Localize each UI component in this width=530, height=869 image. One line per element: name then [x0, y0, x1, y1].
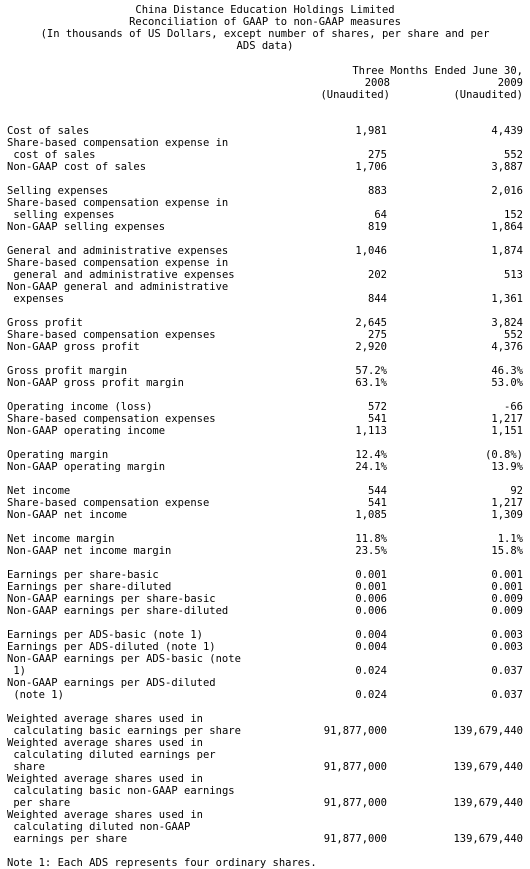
value-2008: 2,920 [355, 341, 387, 353]
table-row [0, 137, 530, 161]
row-label: Share-based compensation expense [7, 497, 210, 509]
table-row [0, 581, 530, 593]
row-label: Net income [7, 485, 71, 497]
value-2008: 1,113 [355, 425, 387, 437]
table-row [0, 497, 530, 509]
table-row [0, 677, 530, 701]
table-row [0, 401, 530, 413]
year-2008: 2008 [364, 77, 390, 89]
value-2009: 0.003 [491, 629, 523, 641]
value-2008: 1,981 [355, 125, 387, 137]
value-2009: 1,217 [491, 413, 523, 425]
row-label: Share-based compensation expense in general and administrative expenses [7, 257, 235, 281]
value-2008: 1,085 [355, 509, 387, 521]
row-group [0, 485, 530, 521]
row-label: Share-based compensation expenses [7, 413, 216, 425]
row-label: Operating income (loss) [7, 401, 153, 413]
value-2009: 92 [510, 485, 523, 497]
table-row [0, 125, 530, 137]
row-label: Share-based compensation expenses [7, 329, 216, 341]
table-row [0, 281, 530, 305]
table-row [0, 485, 530, 497]
row-label: Share-based compensation expense in cost of sales [7, 137, 229, 161]
table-row [0, 809, 530, 845]
table-row [0, 533, 530, 545]
value-2009: 552 [504, 329, 523, 341]
value-2008: 1,706 [355, 161, 387, 173]
table-row [0, 245, 530, 257]
value-2009: 552 [504, 149, 523, 161]
value-2009: 0.037 [491, 665, 523, 677]
table-row [0, 317, 530, 329]
row-label: Operating margin [7, 449, 109, 461]
table-row [0, 197, 530, 221]
value-2008: 0.024 [355, 665, 387, 677]
table-row [0, 185, 530, 197]
row-label: Non-GAAP general and administrative expenses [7, 281, 229, 305]
table-row [0, 653, 530, 677]
row-label: Gross profit [7, 317, 83, 329]
value-2008: 572 [368, 401, 387, 413]
value-2009: 1,874 [491, 245, 523, 257]
row-group [0, 245, 530, 305]
value-2008: 64 [374, 209, 387, 221]
row-group [0, 401, 530, 437]
value-2008: 91,877,000 [323, 725, 387, 737]
value-2009: 0.009 [491, 605, 523, 617]
table-row [0, 461, 530, 473]
value-2008: 91,877,000 [323, 797, 387, 809]
table-row [0, 737, 530, 773]
value-2008: 91,877,000 [323, 833, 387, 845]
table-row [0, 593, 530, 605]
table-row [0, 641, 530, 653]
value-2009: 3,887 [491, 161, 523, 173]
value-2009: 4,439 [491, 125, 523, 137]
value-2008: 541 [368, 413, 387, 425]
table-row [0, 605, 530, 617]
row-label: Non-GAAP selling expenses [7, 221, 166, 233]
row-label: Non-GAAP gross profit margin [7, 377, 185, 389]
row-label: Weighted average shares used in calculating diluted non-GAAP earnings per share [7, 809, 203, 845]
units-note-cont: ADS data) [236, 40, 294, 52]
value-2009: (0.8%) [485, 449, 523, 461]
value-2009: 2,016 [491, 185, 523, 197]
row-label: Non-GAAP earnings per ADS-basic (note 1) [7, 653, 241, 677]
value-2008: 0.004 [355, 641, 387, 653]
table-row [0, 629, 530, 641]
table-row [0, 365, 530, 377]
value-2009: 139,679,440 [453, 797, 523, 809]
value-2008: 0.024 [355, 689, 387, 701]
value-2008: 819 [368, 221, 387, 233]
value-2009: 1.1% [497, 533, 523, 545]
row-group [0, 185, 530, 233]
value-2009: 139,679,440 [453, 833, 523, 845]
row-group [0, 533, 530, 557]
row-group [0, 569, 530, 617]
value-2009: 0.001 [491, 569, 523, 581]
table-row [0, 773, 530, 809]
table-row [0, 221, 530, 233]
value-2008: 2,645 [355, 317, 387, 329]
value-2008: 0.006 [355, 593, 387, 605]
units-note: (In thousands of US Dollars, except number of shares, per share and per [40, 28, 490, 40]
table-row [0, 449, 530, 461]
unaudited-2009: (Unaudited) [453, 89, 523, 101]
value-2009: 46.3% [491, 365, 523, 377]
row-label: Share-based compensation expense in selling expenses [7, 197, 229, 221]
row-label: Selling expenses [7, 185, 109, 197]
value-2008: 0.001 [355, 581, 387, 593]
value-2009: 13.9% [491, 461, 523, 473]
value-2009: 53.0% [491, 377, 523, 389]
row-label: Non-GAAP earnings per share-basic [7, 593, 216, 605]
value-2009: 1,864 [491, 221, 523, 233]
period-title: Three Months Ended June 30, [352, 65, 523, 77]
value-2008: 1,046 [355, 245, 387, 257]
value-2008: 91,877,000 [323, 761, 387, 773]
table-row [0, 413, 530, 425]
row-label: Weighted average shares used in calculating diluted earnings per share [7, 737, 216, 773]
value-2008: 0.001 [355, 569, 387, 581]
table-row [0, 509, 530, 521]
row-label: Non-GAAP cost of sales [7, 161, 147, 173]
table-row [0, 161, 530, 173]
row-label: Weighted average shares used in calculating basic earnings per share [7, 713, 241, 737]
value-2008: 24.1% [355, 461, 387, 473]
value-2009: 0.001 [491, 581, 523, 593]
value-2009: 3,824 [491, 317, 523, 329]
value-2008: 12.4% [355, 449, 387, 461]
row-label: Non-GAAP net income margin [7, 545, 172, 557]
value-2009: 152 [504, 209, 523, 221]
value-2009: 1,309 [491, 509, 523, 521]
year-2009: 2009 [497, 77, 523, 89]
value-2008: 57.2% [355, 365, 387, 377]
company-name: China Distance Education Holdings Limited [135, 4, 395, 16]
row-label: Non-GAAP operating income [7, 425, 166, 437]
table-row [0, 341, 530, 353]
unaudited-2008: (Unaudited) [320, 89, 390, 101]
value-2009: 4,376 [491, 341, 523, 353]
value-2008: 844 [368, 293, 387, 305]
value-2008: 202 [368, 269, 387, 281]
value-2008: 0.006 [355, 605, 387, 617]
row-group [0, 449, 530, 473]
row-group [0, 125, 530, 173]
row-group [0, 365, 530, 389]
value-2009: 139,679,440 [453, 761, 523, 773]
row-label: Non-GAAP net income [7, 509, 128, 521]
row-label: Earnings per ADS-basic (note 1) [7, 629, 203, 641]
footnote: Note 1: Each ADS represents four ordinary shares. [7, 857, 317, 869]
table-row [0, 329, 530, 341]
table-row [0, 569, 530, 581]
value-2009: 0.037 [491, 689, 523, 701]
row-label: Non-GAAP operating margin [7, 461, 166, 473]
value-2008: 544 [368, 485, 387, 497]
value-2009: 513 [504, 269, 523, 281]
value-2008: 541 [368, 497, 387, 509]
reconciliation-table [0, 125, 530, 845]
value-2008: 0.004 [355, 629, 387, 641]
row-label: Non-GAAP gross profit [7, 341, 140, 353]
value-2009: 0.003 [491, 641, 523, 653]
table-row [0, 425, 530, 437]
row-label: Gross profit margin [7, 365, 128, 377]
value-2009: 0.009 [491, 593, 523, 605]
row-label: Earnings per share-diluted [7, 581, 172, 593]
value-2008: 275 [368, 149, 387, 161]
table-row [0, 257, 530, 281]
row-group [0, 629, 530, 701]
row-label: Non-GAAP earnings per ADS-diluted (note 1) [7, 677, 216, 701]
value-2009: 139,679,440 [453, 725, 523, 737]
value-2008: 63.1% [355, 377, 387, 389]
report-title: Reconciliation of GAAP to non-GAAP measures [129, 16, 401, 28]
report-header [0, 0, 530, 52]
column-header [0, 65, 530, 105]
row-group [0, 713, 530, 845]
value-2008: 23.5% [355, 545, 387, 557]
value-2009: 1,151 [491, 425, 523, 437]
row-group [0, 317, 530, 353]
value-2009: 15.8% [491, 545, 523, 557]
row-label: Net income margin [7, 533, 115, 545]
value-2008: 275 [368, 329, 387, 341]
row-label: Non-GAAP earnings per share-diluted [7, 605, 229, 617]
table-row [0, 545, 530, 557]
row-label: Weighted average shares used in calculating basic non-GAAP earnings per share [7, 773, 235, 809]
value-2008: 11.8% [355, 533, 387, 545]
row-label: Earnings per ADS-diluted (note 1) [7, 641, 216, 653]
value-2009: -66 [504, 401, 523, 413]
value-2009: 1,217 [491, 497, 523, 509]
row-label: General and administrative expenses [7, 245, 229, 257]
row-label: Earnings per share-basic [7, 569, 159, 581]
table-row [0, 377, 530, 389]
value-2009: 1,361 [491, 293, 523, 305]
table-row [0, 713, 530, 737]
value-2008: 883 [368, 185, 387, 197]
row-label: Cost of sales [7, 125, 90, 137]
